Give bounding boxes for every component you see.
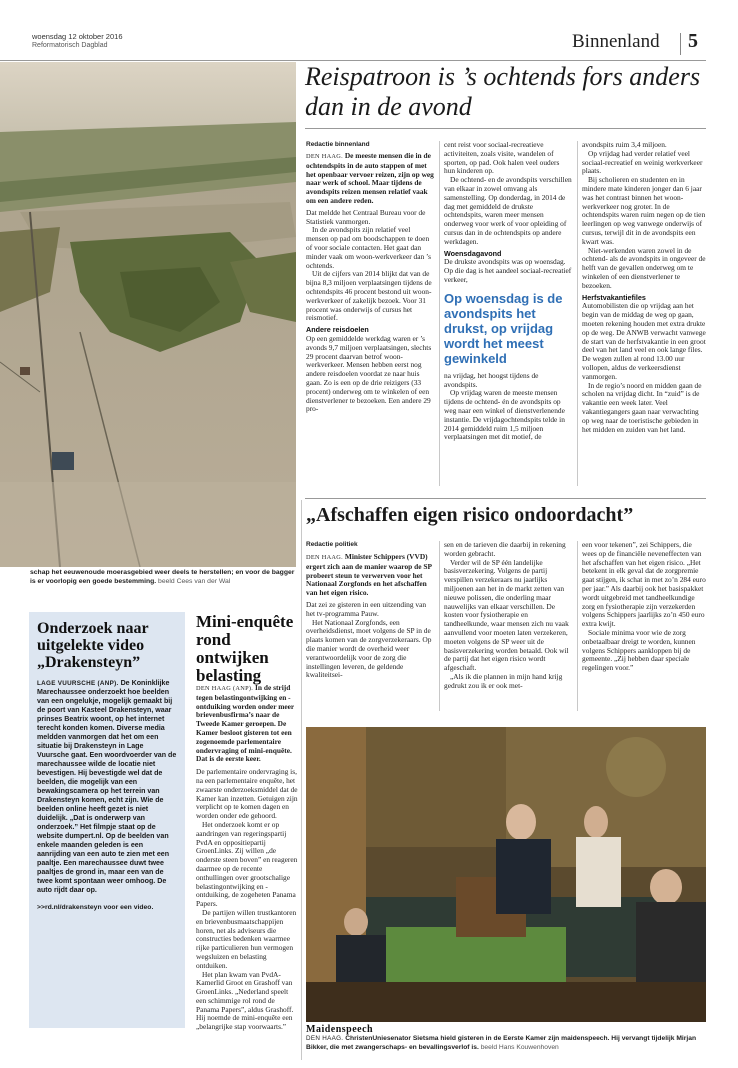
dateline: DEN HAAG.	[306, 153, 343, 160]
paragraph: Niet-werkenden waren zowel in de ochtend- als de avondspits in ongeveer de helft van de gevallen onderweg om te winkelen of een dienstverlener te bezoeken.	[582, 245, 706, 290]
mini-enquete-lead: In de strijd tegen belastingontwijking en -ontduiking worden onder meer brievenbusfirma’s naar de Tweede Kamer geroepen. De Kamer besloot gisteren tot een zogenoemde parlementaire ondervraging of mini-enquête. Dat is de eerste keer.	[196, 684, 295, 764]
parliament-image	[306, 727, 706, 1022]
column-rule	[301, 500, 302, 1060]
risico-col1	[306, 553, 434, 713]
paragraph: De parlementaire ondervraging is, na een parlementaire enquête, het zwaarste onderzoeksmiddel dat de Kamer kan inzetten. Getuigen zijn verplicht op te komen dagen en worden onder ede gehoord.	[196, 767, 298, 821]
pull-quote: Op woensdag is de avondspits het drukst, op vrijdag wordt het meest gewinkeld	[444, 290, 563, 366]
dateline: DEN HAAG.	[306, 554, 343, 561]
risico-col2	[444, 541, 572, 713]
bottom-photo-text	[306, 1035, 706, 1052]
paragraph: De drukste avondspits was op woensdag. Op die dag is het aandeel sociaal-recreatief verkeer,	[444, 257, 572, 284]
top-photo-credit: beeld Cees van der Wal	[158, 578, 231, 585]
page-number: 5	[688, 30, 698, 52]
paragraph: Het plan kwam van PvdA-Kamerlid Groot en Grashoff van GroenLinks. „Nederland speelt een schimmige rol rond de Panama Papers”, aldus Grashoff. Hij noemde de mini-enquête een „belangrijke stap voorwaarts.”	[196, 969, 294, 1032]
column-rule	[439, 141, 440, 486]
parliament-photo	[306, 727, 706, 1022]
bottom-photo-credit: beeld Hans Kouwenhoven	[480, 1043, 559, 1051]
aerial-wetland-image	[0, 62, 296, 567]
paragraph: In de avondspits zijn relatief veel mensen op pad om boodschappen te doen of voor sociale contacten. Het gaat dan minder vaak om woon-werkverkeer dan ’s ochtends.	[306, 225, 431, 270]
main-byline: Redactie binnenland	[306, 141, 370, 148]
paragraph: „Als ik die plannen in mijn hand krijg gedrukt zou ik er ook met-	[444, 671, 563, 690]
paragraph: Het onderzoek komt er op aandringen van regeringspartij PvdA en oppositiepartij GroenLinks. Zij willen „de onderste steen boven” en reageren daarmee op de recente onthullingen over grootschalige belastingontwijking en -ontduiking, de zogeheten Panama Papers.	[196, 819, 298, 909]
paragraph: Op een gemiddelde werkdag waren er ’s avonds 9,7 miljoen verplaatsingen, slechts 29 procent daarvan betrof woon-werkverkeer. Mensen hebben eerst nog andere reisdoelen voordat ze naar huis gaan. Zo is een op de drie reizigers (33 procent) onderweg om te winkelen of een dienstverlener te bezoeken. Een andere 29 pro-	[306, 333, 432, 414]
paragraph: De ochtend- en de avondspits verschillen van elkaar in zowel omvang als samenstelling. Op donderdag, in 2014 de dag met gemiddeld de drukste ochtendspits, waren meer mensen onderweg voor werk of voor opleiding of cursus dan in de ochtendspits op andere werkdagen.	[444, 175, 572, 246]
subhead: Andere reisdoelen	[306, 325, 369, 335]
paragraph: De partijen willen trustkantoren en brievenbusmaatschappijen horen, net als adviseurs die constructies bedenken waarmee rijke particulieren hun vermogen wegsluizen en belasting ontduiken.	[196, 907, 297, 970]
sidebar-body	[37, 679, 177, 895]
masthead-rule	[0, 60, 706, 61]
subhead: Woensdagavond	[444, 248, 502, 258]
paragraph: na vrijdag, het hoogst tijdens de avondspits.	[444, 370, 539, 389]
sidebar-title: Onderzoek naar uitgelekte video „Drakensteyn”	[37, 620, 149, 671]
paragraph: een voor tekenen”, zei Schippers, die wees op de financiële neveneffecten van het afschaffen van het eigen risico. „Het betekent in elk geval dat de zorgpremie gaat stijgen, ik schat in met zo’n 284 euro per jaar.” Als daarbij ook het basispakket wordt uitgebreid met tandheelkundige zorg en fysiotherapie zijn verzekerden volgens Schippers jaarlijks zo’n 450 euro extra kwijt.	[582, 541, 706, 629]
main-article-col1	[306, 152, 434, 487]
paragraph: Automobilisten die op vrijdag aan het begin van de middag de weg op gaan, moeten rekening houden met extra drukte op de weg. De ANWB verwacht vanwege de start van de herfstvakantie in een groot deel van het land veel en ook lange files. De wegen zullen al rond 13.00 uur vollopen, aldus de verkeersdienst vanmorgen.	[582, 301, 706, 381]
sidebar-video-link[interactable]: >>rd.nl/drakensteyn voor een video.	[37, 904, 154, 911]
sidebar-dateline: LAGE VUURSCHE (ANP).	[37, 680, 119, 687]
risico-byline: Redactie politiek	[306, 541, 358, 548]
bottom-caption-text: ChristenUniesenator Sietsma hield gisteren in de Eerste Kamer zijn maidenspeech. Hij vervangt tijdelijk Mirjan Bikker, die met zwangerschaps- en bevallingsverlof is.	[306, 1035, 697, 1051]
risico-lead: Minister Schippers (VVD) ergert zich aan de manier waarop de SP probeert steun te verwerven voor het Nationaal Zorgfonds en het afschaffen van het eigen risico.	[306, 553, 432, 598]
maidenspeech-kicker: Maidenspeech	[306, 1024, 374, 1035]
paragraph: cent reist voor sociaal-recreatieve activiteiten, zoals visite, wandelen of sporten, op pad. Ook halen veel ouders hun kinderen op.	[444, 141, 560, 176]
section-rule	[305, 498, 706, 499]
top-photo-caption-text: schap het eeuwenoude moerasgebied weer deels te herstellen; en voor de bagger is er voorlopig een goede bestemming.	[30, 569, 295, 585]
paragraph: Dat meldde het Centraal Bureau voor de Statistiek vanmorgen.	[306, 207, 426, 226]
headline-rule	[305, 128, 706, 129]
paragraph: In de regio’s noord en midden gaan de scholen na vrijdag dicht. In “zuid” is de vakantie een week later. Veel vakantiegangers gaan naar verwachting op weg naar de toeristische gebieden in het midden en zuiden van het land.	[582, 380, 702, 434]
paragraph: Op vrijdag had verder relatief veel sociaal-recreatief en weinig werkverkeer plaats.	[582, 148, 703, 176]
masthead-divider	[680, 33, 681, 55]
column-rule	[577, 141, 578, 486]
sidebar-text: De Koninklijke Marechaussee onderzoekt hoe beelden van een ongelukje, mogelijk gemaakt bij de poort van Kasteel Drakensteyn, waar prinses Beatrix woont, op het internet terecht konden komen. Diverse media meldden vanmorgen dat het om een situatie bij Drakensteyn in Lage Vuursche gaat. Een woordvoerder van de marechaussee wilde de locatie niet bevestigen. Hij bevestigde wel dat de beelden, die mogelijk van een bewakingscamera op het terrein van Drakensteyn komen, echt zijn. Wie de beelden online heeft gezet is niet duidelijk. „Dat is onderwerp van onderzoek.” Het filmpje staat op de website dumpert.nl. Op de beelden van enkele maanden geleden is een aanrijding van een auto te zien met een paaltje. Een marechaussee duwt twee paaltjes de grond in, maar een van de twee komt spontaan weer omhoog. De auto rijdt daar op.	[37, 679, 177, 894]
main-lead: De meeste mensen die in de ochtendspits in de auto stappen of met het openbaar vervoer reizen, zijn op weg naar werk of school. Maar tijdens de avondspits reizen mensen relatief vaak om een andere reden.	[306, 152, 434, 205]
section-title: Binnenland	[572, 31, 660, 52]
paragraph: Verder wil de SP één landelijke basisverzekering. Volgens de partij verspillen verzekeraars nu jaarlijks miljoenen aan het in de markt zetten van nieuwe polissen, die onderling maar nauwelijks van elkaar verschillen. De kosten voor fysiotherapie en tandheelkunde, waar mensen zich nu vaak aanvullend voor moeten laten verzekeren, moeten volgens de SP weer uit de basisverzekering worden betaald. Ook wil de partij dat het eigen risico wordt afgeschaft.	[444, 557, 569, 673]
sidebar-box	[29, 612, 185, 1028]
main-article-col3	[582, 141, 706, 487]
paragraph: Uit de cijfers van 2014 blijkt dat van de bijna 8,3 miljoen verplaatsingen tijdens de ochtendspits 46 procent bestond uit woon-werkverkeer of zakelijk bezoek. Voor 31 procent was onderwijs of cursus het reismotief.	[306, 269, 432, 323]
paragraph: sen en de tarieven die daarbij in rekening worden gebracht.	[444, 541, 566, 558]
risico-headline: „Afschaffen eigen risico ondoordacht”	[306, 504, 634, 526]
paper-name: Reformatorisch Dagblad	[32, 42, 108, 49]
edition-date: woensdag 12 oktober 2016	[32, 32, 123, 41]
top-photo-caption	[30, 568, 296, 586]
bottom-photo-caption	[306, 1024, 706, 1052]
main-article-col2	[444, 141, 572, 487]
mini-enquete-headline: Mini-enquête rond ontwijken belasting	[196, 612, 294, 685]
dateline: DEN HAAG.	[306, 1035, 344, 1042]
paragraph: Dat zei ze gisteren in een uitzending van het tv-programma Pauw.	[306, 599, 427, 618]
main-headline: Reispatroon is ’s ochtends fors anders dan in de avond	[305, 62, 701, 121]
risico-col3	[582, 541, 706, 713]
paragraph: Op vrijdag waren de meeste mensen tijdens de ochtend- én de avondspits op weg naar een winkel of dienstverlenende instantie. De vrijdagochtendspits telde in 2014 gemiddeld ruim 1,5 miljoen verplaatsingen met dit motief, de	[444, 388, 565, 442]
paragraph: Sociale minima voor wie de zorg onbetaalbaar dreigt te worden, kunnen volgens Schippers aankloppen bij de gemeente. „Zij hebben daar speciale regelingen voor.”	[582, 627, 696, 673]
paragraph: Het Nationaal Zorgfonds, een overheidsdienst, moet volgens de SP in de plaats komen van de zorgverzekeraars. Op die manier wordt de overheid weer verantwoordelijk voor de zorg die instellingen leveren, de geldende kwaliteitsei-	[306, 617, 432, 680]
column-rule	[439, 541, 440, 711]
mini-enquete-body	[196, 684, 298, 1064]
subhead: Herfstvakantiefiles	[582, 292, 646, 302]
paragraph: avondspits ruim 3,4 miljoen.	[582, 141, 667, 149]
paragraph: Bij scholieren en studenten en in mindere mate kinderen jonger dan 6 jaar was het contrast binnen het woon-werkverkeer nog groter. In de ochtendspits waren ruim negen op de tien leerlingen op weg vanwege onderwijs of cursus, terwijl dit in de avondspits een kwart was.	[582, 175, 706, 246]
dateline: DEN HAAG (ANP).	[196, 685, 254, 692]
column-rule	[577, 541, 578, 711]
aerial-wetland-photo	[0, 62, 296, 567]
